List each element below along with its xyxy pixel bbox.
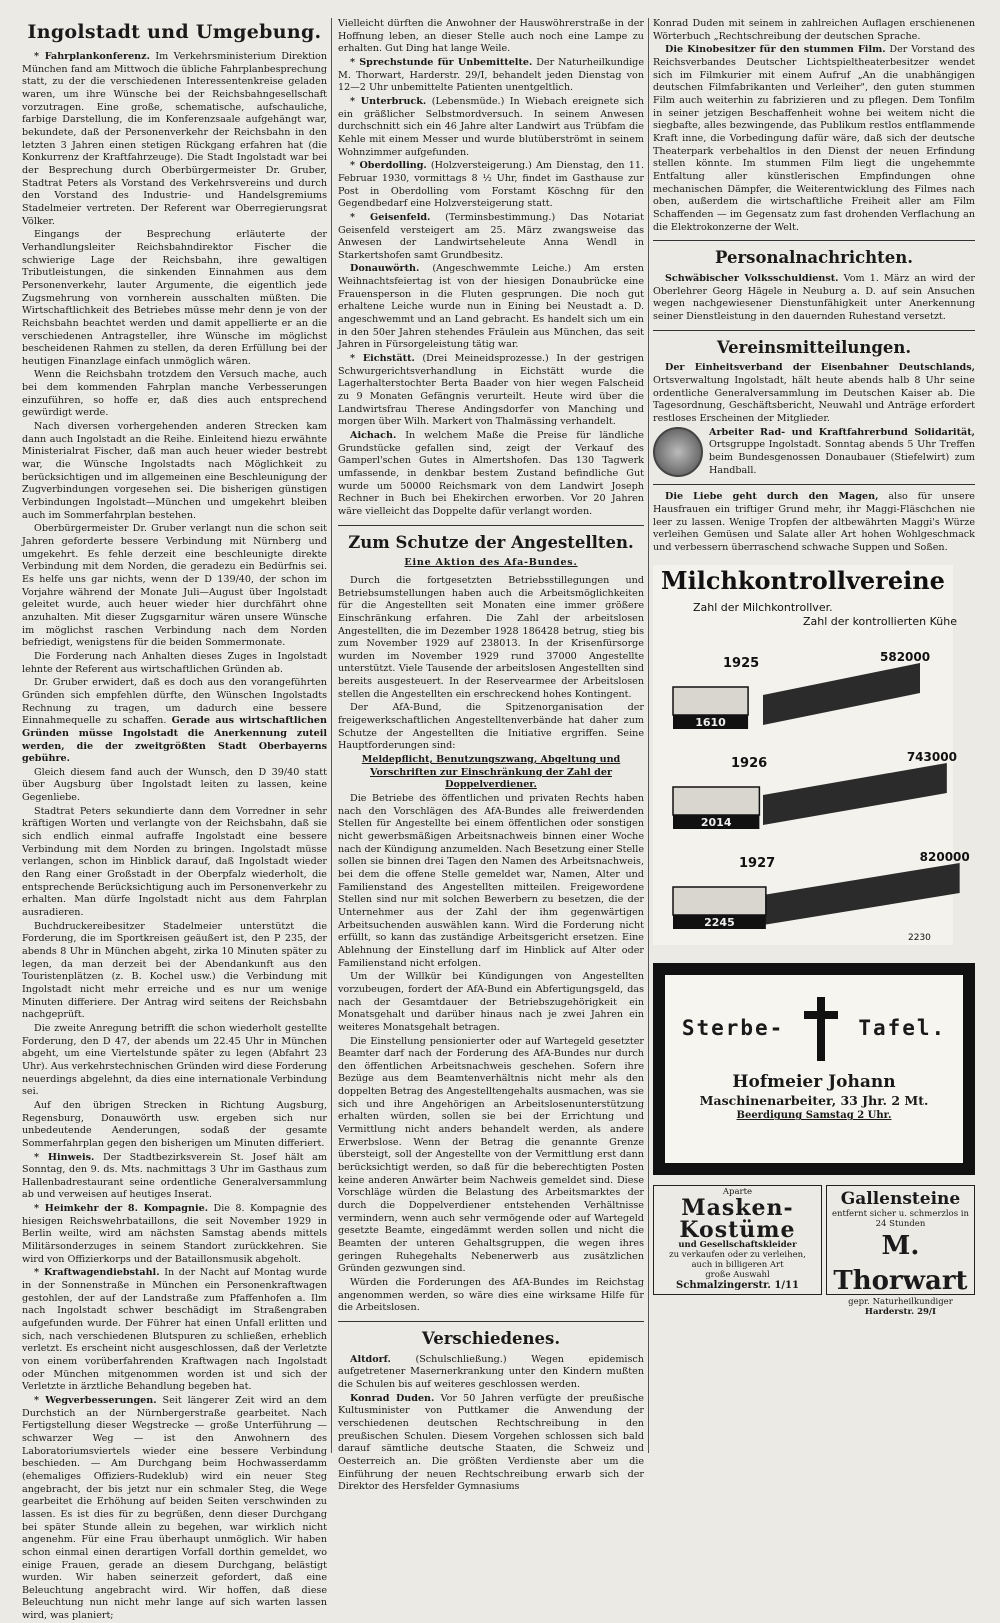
item-lead: * Wegverbesserungen. [34,1394,157,1406]
article-text: In welchem Maße die Preise für ländliche Grundstücke gefallen sind, zeigt der Verkauf des Gamperl'schen Gutes in Almertshofen. Das 130 Tagwerk umfassende, in denkbar bestem Zustand befindliche Gut wurde um 50000 Reichsmark von dem Landwirt Joseph Rechner in Buch bei Ehekirchen erworben. Vor 20 Jahren wäre vielleicht das Doppelte dafür verlangt worden. [338,430,644,517]
item-lead: Aichach. [350,430,397,441]
ad-text: große Auswahl [705,1269,770,1280]
article-text: Würden die Forderungen des AfA-Bundes im Reichstag angenommen werden, so wäre dies eine wirksame Hilfe für die Arbeitslosen. [338,1276,644,1314]
article-text: Konrad Duden mit seinem in zahlreichen Auflagen erschienenen Wörterbuch „Rechtschreibung der deutschen Sprache. [653,18,975,42]
divider [653,240,975,241]
item-lead: * Oberdolling. [350,160,427,172]
column-3 [653,18,975,1458]
chart-canvas [653,565,970,945]
death-notice [653,963,975,1175]
ad-text: gepr. Naturheilkundiger [848,1297,953,1308]
item-lead: * Sprechstunde für Unbemittelte. [350,56,533,68]
article-text: also für unsere Hausfrauen ein triftiger Grund mehr, ihr Maggi-Fläschchen nie leer zu lassen. Wenige Tropfen der altbewährten Maggi's Würze verleihen Gemüsen und Salate aller Art hohen Wohlgeschmack und verbessern überraschend schwache Suppen und Soßen. [653,491,975,553]
article-text: Der Vorstand des Reichsverbandes Deutscher Lichtspieltheaterbesitzer wendet sich im Filmkurier mit einem Aufruf „An die unabhängigen deutschen Filmfabrikanten und Verleiher", den guten stummen Film auch weiterhin zu fabrizieren und zu pflegen. Dem Tonfilm in seiner jetzigen Beschaffenheit wohne bei weitem nicht die siegbafte, alles bezwingende, das Publikum restlos entflammende Kraft inne, die Vorbedingung dafür wäre, daß sich der deutsche Theaterpark verbehaltlos in den Dienst der neuen Erfindung stellen könnte. Im stummen Film liegt die ungehemmte Entfaltung aller künstlerischen Empfindungen ohne mechanischen Dämpfer, die Weiterentwicklung des Filmes nach oben, außerdem die wirtschaftliche Freiheit aller am Film Schaffenden — im Gegensatz zum fast drohenden Verflachung an die Elektrokonzerne der Welt. [653,44,975,233]
article-text: Durch die fortgesetzten Betriebsstillegungen und Betriebsumstellungen haben auch die Arbeitsmöglichkeiten für die Angestellten seit Monaten eine immer größere Einschränkung erfahren. Die Zahl der arbeitslosen Angestellten, die im Dezember 1928 186428 betrug, stieg bis zum November 1929 auf 238013. In der Krisenfürsorge wurden im November 1929 rund 37000 Angestellte unterstützt. Viele Tausende der arbeitslosen Angestellten sind bereits ausgesteuert. In der Reservearmee der Arbeitslosen stellen die Angestellten ein erschreckend hohes Kontingent. [338,574,644,700]
club-notice [653,427,975,479]
article-text: Stadtrat Peters sekundierte dann dem Vorredner in sehr kräftigen Worten und verlangte von der Reichsbahn, daß sie sich endlich einmal aufraffe Ingolstadt eine bessere Verbindung mit dem Norden zu bringen. Ingolstadt müsse verlangen, schon im Hinblick darauf, daß Ingolstadt wieder den Rang einer Großstadt in der Oberpfalz wiederholt, die entsprechende Berücksichtigung auch im Personenverkehr zu erhalten. Man dürfe Ingolstadt nicht aus dem Fahrplan ausradieren. [22,805,327,919]
item-lead: * Hinweis. [34,1151,95,1163]
column-divider [648,18,649,1453]
section-heading: Zum Schutze der Angestellten. [348,532,634,552]
ad-headline: Gallensteine [840,1188,961,1209]
section-subheading: Eine Aktion des Afa-Bundes. [404,557,578,569]
item-lead: Konrad Duden. [350,1392,435,1404]
milk-control-chart [653,565,970,945]
article-text: Die Forderung nach Anhalten dieses Zuges in Ingolstadt lehnte der Referent aus wirtschaftlichen Gründen ab. [22,650,327,675]
ad-address: Schmalzingerstr. 1/11 [676,1280,799,1292]
ad-masken [653,1185,822,1295]
deceased-info: Maschinenarbeiter, 33 Jhr. 2 Mt. [699,1092,929,1108]
ad-name: M. Thorwart [833,1231,968,1296]
controller-group-bar [673,787,759,815]
article-text: Wenn die Reichsbahn trotzdem den Versuch mache, auch bei dem kommenden Fahrplan manche Verbesserungen einzuführen, so hoffe er, daß dies auch entsprechend gewürdigt werde. [22,369,327,419]
burial-info: Beerdigung Samstag 2 Uhr. [736,1110,892,1122]
ad-text: und Gesellschaftskleider [678,1240,797,1251]
article-text: Vom 1. März an wird der Oberlehrer Georg Hägele in Neuburg a. D. auf sein Ansuchen wegen nachgewiesener Dienstunfähigkeit unter Anerkennung seiner Dienstleistung in den dauernden Ruhestand versetzt. [653,272,975,322]
ad-row [653,1185,975,1317]
controller-group-bar [673,687,748,715]
ad-text: auch in billigeren Art [691,1259,784,1270]
chart-title: Milchkontrollvereine [661,565,945,595]
article-text: Ortsverwaltung Ingolstadt, hält heute abends halb 8 Uhr seine ordentliche Generalversammlung im Deutschen Kaiser ab. Die Tagesordnung, Geschäftsbericht, Neuwahl und Anträge erfordert restloses Erscheinen der Mitglieder. [653,374,975,424]
article-text: Die Betriebe des öffentlichen und privaten Rechts haben nach den Vorschlägen des AfA-Bundes alle freiwerdenden Stellen für Angestellte bei einem öffentlichen oder sonstigen nicht gewerbsmäßigen Arbeitsnachweis binnen einer Woche nach der Kündigung anzumelden. Nach Besetzung einer Stelle sollen sie binnen drei Tagen den Namen des Arbeitsnachweis, bei dem die offene Stelle gemeldet war, Namen, Alter und Familienstand des Angestellten mitteilen. Freigewordene Stellen sind nur mit solchen Bewerbern zu besetzen, die der Unternehmer aus der Zahl der ihm gegenwärtigen Arbeitsuchenden auswählen kann. Wird die Forderung nicht erfüllt, so kann das zuständige Arbeitsgericht ersetzen. Eine Ablehnung der Einstellung darf im Hinblick auf Alter oder Familienstand nicht erfolgen. [338,793,644,969]
death-notice-title-right: Tafel. [858,1015,947,1040]
item-lead: * Fahrplankonferenz. [34,51,150,63]
article-text: Nach diversen vorhergehenden anderen Strecken kam dann auch Ingolstadt an die Reihe. Einleitend hiezu erwähnte Ministerialrat Fischer, daß man auch heuer wieder bestrebt war, die Wünsche Ingolstadts nach Möglichkeit zu berücksichtigen und im allgemeinen eine Beschleunigung der Zugverbindungen vorgesehen sei. Die bisherigen günstigen Verbindungen Ingolstadt—München und umgekehrt bleiben auch im Sommerfahrplan bestehen. [22,421,327,521]
article-text: Die Einstellung pensionierter oder auf Wartegeld gesetzter Beamter darf nach der Forderung des AfA-Bundes nur durch den öffentlichen Arbeitsnachweis geschehen. Sofern ihre Bezüge aus dem Beamtenverhältnis nicht mehr als den doppelten Betrag des Angestelltengehalts ausmachen, was sie sich und ihre Angehörigen an Arbeitslosenunterstützung erhalten würden, sollen sie bei der Errichtung und Vermittlung nicht anders behandelt werden, als andere Erwerbslose. Wenn der Betrag die genannte Grenze übersteigt, soll der Angestellte von der Vermittlung erst dann berücksichtigt werden, so daß für die beberechtigten Posten keine anderen Anwärter beim Nachweis gemeldet sind. Diese Vorschläge würden die Belastung des Arbeitsmarktes der durch die Doppelverdiener entstehenden Verhältnisse vermindern, wenn auch sehr vermögende oder auf Wartegeld gesetzte Beamte, eingedämmt werden sollen und nicht die Beamten der unteren Gehaltsgruppen, die wegen ihres geringen Ruhegehalts Nebenerwerb aus zusätzlichen Gründen gezwungen sind. [338,1035,644,1275]
item-lead: * Heimkehr der 8. Kompagnie. [34,1203,209,1215]
article-text: Gleich diesem fand auch der Wunsch, den D 39/40 statt über Augsburg über Ingolstadt leiten zu lassen, keine Gegenliebe. [22,766,327,804]
ad-text: Aparte [722,1186,753,1197]
controller-group-bar [673,887,766,915]
article-text: (Terminsbestimmung.) Das Notariat Geisenfeld versteigert am 25. März zwangsweise das Anwesen der Landwirtseheleute Anna Wendl in Starkertshofen samt Grundbesitz. [338,211,644,261]
section-heading: Verschiedenes. [421,1328,561,1348]
item-lead: Der Einheitsverband der Eisenbahner Deutschlands, [665,362,975,374]
article-text: Die 8. Kompagnie des hiesigen Reichswehrbataillons, die seit November 1929 in Berlin weilte, wird am nächsten Samstag abends mittels Militärsonderzuges in seinem Standort zurückkehren. Sie wird von Offizierkorps und der Bataillonsmusik abgeholt. [22,1203,327,1265]
section-heading: Personalnachrichten. [715,248,913,268]
article-text: (Drei Meineidsprozesse.) In der gestrigen Schwurgerichtsverhandlung in Eichstätt wurde die Lagerhalterstochter Berta Baader von hier wegen Falscheid zu 9 Monaten Gefängnis verurteilt. Heute wird über die Landwirtsfrau Therese Andingsdorfer von Manching und morgen über Wilh. Markert von Thalmässing verhandelt. [338,353,644,428]
ad-address: Harderstr. 29/I [864,1306,937,1317]
ad-text: zu verkaufen oder zu verleihen, [669,1250,806,1261]
item-lead: Die Liebe geht durch den Magen, [665,491,879,503]
death-notice-title-left: Sterbe- [681,1015,785,1040]
item-lead: Arbeiter Rad- und Kraftfahrerbund Solidarität, [709,426,975,438]
section-heading: Ingolstadt und Umgebung. [27,21,322,43]
article-text: Der Naturheilkundige M. Thorwart, Harderstr. 29/I, behandelt jeden Dienstag von 12—2 Uhr unbemittelte Patienten unentgeltlich. [338,56,644,94]
cow-herd-bar [763,663,920,725]
article-text: Im Verkehrsministerium Direktion München fand am Mittwoch die übliche Fahrplanbesprechung statt, zu der die verschiedenen Interessentenkreise geladen waren, um ihre Wünsche bei der Reichsbahngesellschaft vorzutragen. Eine große, schematische, aufschauliche, farbige Darstellung, die im Konferenzsaale aufgehängt war, bekundete, daß der Personenverkehr der Reichsbahn in den letzten 3 Jahren einen stetigen Rückgang erfahren hat (die Konkurrenz der Kraftfahrzeuge). Die Stadt Ingolstadt war bei der Besprechung durch Oberbürgermeister Dr. Gruber, Stadtrat Peters als Vorstand des Verkehrsvereins und durch den Vorstand des Industrie- und Handelsgremiums Stadelmeier vertreten. Der Referent war Oberregierungsrat Völker. [22,51,327,227]
article-text: Auf den übrigen Strecken in Richtung Augsburg, Regensburg, Donauwörth usw. ergeben sich nur unbedeutende Aenderungen, sodaß der gesamte Sommerfahrplan gegen den bisherigen um Minuten differiert. [22,1099,327,1149]
article-text: Vor 50 Jahren verfügte der preußische Kultusminister von Puttkamer die Anwendung der verschiedenen deutschen Rechtschreibung in den preußischen Schulen. Diesem Vorgehen schlossen sich bald darauf sämtliche deutsche Staaten, die Schweiz und Oesterreich an. Die größten Verdienste aber um die Einführung der neuen Rechtschreibung erwarb sich der Direktor des Hersfelder Gymnasiums [338,1392,644,1493]
cow-herd-bar [763,763,947,825]
article-text: (Holzversteigerung.) Am Dienstag, den 11. Februar 1930, vormittags 8 ½ Uhr, findet im Gasthause zur Post in Oberdolling vom Forstamt Köschng für den Gegendbedarf eine Holzversteigerung statt. [338,160,644,210]
controller-count-label: 1610 [695,715,726,729]
ad-text: entfernt sicher u. schmerzlos in [831,1208,969,1219]
divider [653,484,975,485]
ad-headline: Masken- [681,1195,794,1222]
article-text: Dr. Gruber erwidert, daß es doch aus den vorangeführten Gründen sich empfehlen dürfte, den Wünschen Ingolstadts Rechnung zu tragen, um dadurch eine bessere Einnahmequelle zu schaffen. [22,677,327,727]
year-label: 1925 [723,655,760,671]
divider [338,525,644,526]
section-heading: Vereinsmitteilungen. [716,337,912,357]
article-text: (Angeschwemmte Leiche.) Am ersten Weihnachtsfeiertag ist von der hiesigen Donaubrücke eine Frauensperson in die Fluten gesprungen. Die noch gut erhaltene Leiche wurde nun in Eining bei Neustadt a. D. angeschwemmt und an Land gebracht. Es handelt sich um ein in den 50er Jahren stehendes Fräulein aus München, das seit Jahren in Fürsorgeleistung tätig war. [338,263,644,351]
item-lead: Altdorf. [350,1353,391,1365]
deceased-name: Hofmeier Johann [732,1071,896,1092]
year-label: 1927 [739,855,776,871]
article-text: In der Nacht auf Montag wurde in der Sonnenstraße in München ein Personenkraftwagen gestohlen, der auf der Landstraße zum Pfaffenhofen a. Ilm nach Ingolstadt schwer beschädigt im Straßengraben aufgefunden wurde. Der Führer hat einen Unfall erlitten und sich, nach verschiedenen Blutspuren zu schließen, erheblich verletzt. Es erscheint nicht ausgeschlossen, daß der Verletzte von einem vorüberfahrenden Kraftwagen nach Ingolstadt oder München mitgenommen worden ist und sich der Verletzte in ärztliche Behandlung begeben hat. [22,1267,327,1393]
cow-herd-bar [763,863,960,925]
article-text: Ortsgruppe Ingolstadt. Sonntag abends 5 Uhr Treffen beim Bundesgenossen Donaubauer (Stiefelwirt) zum Handball. [709,439,975,476]
ad-text: 24 Stunden [875,1218,926,1229]
article-text: Buchdruckereibesitzer Stadelmeier unterstützt die Forderung, die im Sportkreisen geäußert ist, den P 235, der abends 8 Uhr in München abgeht, zirka 10 Minuten später zu legen, da man derzeit bei der Abendankunft aus den Touristenplätzen (z. B. Kochel usw.) die Verbindung mit Ingolstadt nicht mehr erreiche und es nur um wenige Minuten differiere. Der Antrag wird seitens der Reichsbahn nachgeprüft. [22,920,327,1021]
column-divider [331,18,332,1453]
item-lead: * Geisenfeld. [350,211,431,223]
legend-label: Zahl der kontrollierten Kühe [803,614,957,628]
divider [338,1321,644,1322]
item-lead: Die Kinobesitzer für den stummen Film. [665,44,886,56]
article-text: (Schulschließung.) Wegen epidemisch aufgetretener Masernerkrankung unter den Kindern mußten die Schulen bis auf weiteres geschlossen werden. [338,1353,644,1391]
column-1 [22,18,327,1622]
item-lead: * Eichstätt. [350,353,415,365]
item-lead: Schwäbischer Volksschuldienst. [665,272,839,284]
controller-count-label: 2014 [700,815,732,829]
article-text: Die zweite Anregung betrifft die schon wiederholt gestellte Forderung, den D 47, der abends um 22.45 Uhr in München abgeht, um eine Viertelstunde später zu legen (Abfahrt 23 Uhr). Aus verkehrstechnischen Gründen wird diese Forderung neuerdings abgelehnt, da dies eine internationale Verbindung sei. [22,1022,327,1098]
item-lead: Donauwörth. [350,263,420,275]
divider [653,330,975,331]
article-text: Um der Willkür bei Kündigungen von Angestellten vorzubeugen, fordert der AfA-Bund ein Abfertigungsgeld, das nach der Gesamtdauer der Betriebszugehörigkeit ein Monatsgehalt und darüber hinaus nach je zwei Jahren ein weiteres Monatsgehalt betragen. [338,971,644,1033]
cross-icon [802,997,840,1061]
article-text: (Lebensmüde.) In Wiebach ereignete sich ein gräßlicher Selbstmordversuch. In seinem Anwesen durchschnitt sich ein 46 Jahre alter Landwirt aus Trübfam die Kehle mit einem Messer und wurde blutüberströmt in seinem Wohnzimmer aufgefunden. [338,95,645,158]
article-text: Der Stadtbezirksverein St. Josef hält am Sonntag, den 9. ds. Mts. nachmittags 3 Uhr im Gasthaus zum Hallenbadrestaurant seine ordentliche Generalversammlung ab und verweisen auf heutiges Inserat. [22,1151,327,1201]
ad-headline: Kostüme [679,1217,796,1244]
ad-gallensteine [826,1185,975,1317]
item-lead: * Kraftwagendiebstahl. [34,1267,160,1279]
club-emblem-icon [653,427,703,477]
controller-count-label: 2245 [704,915,735,929]
legend-label: Zahl der Milchkontrollver. [693,600,833,614]
chart-credit: 2230 [908,932,931,943]
article-bold-text: Gerade aus wirtschaftlichen Gründen müsse Ingolstadt die Anerkennung zuteil werden, die der zweitgrößten Stadt Oberbayerns gebühre. [22,715,327,765]
year-label: 1926 [731,755,768,771]
article-text: Seit längerer Zeit wird an dem Durchstich an der Nürnbergerstraße gearbeitet. Nach Fertigstellung dieser Wegstrecke — große Unterführung — schwarzer Weg — ist den Anwohnern des Laboratoriumsviertels wieder eine bessere Verbindung beschieden. — Am Durchgang beim Hochwasserdamm (ehemaliges Offiziers-Rudeklub) wird ein neuer Steg angebracht, der bis jetzt nur ein schmaler Steg, die Wege gearbeitet die Erhöhung auf beiden Seiten verschwinden zu lassen. Es ist dies für zu begrüßen, denn dieser Durchgang bei später Stunde allein zu begehen, war wirklich nicht angenehm. Für eine Frau überhaupt unmöglich. Wir haben schon einmal einen derartigen Vorfall dorthin gemeldet, wo einige Frauen, gerade an diesem Durchgang, belästigt wurden. Wir haben seinerzeit gefordert, daß eine Beleuchtung angebracht wird. Wir hoffen, daß diese Beleuchtung nun nicht mehr lange auf sich warten lassen wird, was planiert; [22,1394,327,1622]
article-text: Oberbürgermeister Dr. Gruber verlangt nun die schon seit Jahren geforderte bessere Verbindung mit Nürnberg und umgekehrt. Es fehle derzeit eine beschleunigte direkte Verbindung mit dem Norden, die geradezu ein Bedürfnis sei. Es helfe uns gar nichts, wenn der D 139/40, der schon im Vorjahre während der Monate Juli—August über Ingolstadt geleitet wurde, auch heuer wieder hier durchfährt ohne anzuhalten. Mit dieser Zugsgarnitur wären unsere Wünsche im möglichst raschen Verbindung nach dem Norden befriedigt, wenigstens für die beiden Sommermonate. [22,523,327,649]
cow-count-label: 582000 [880,649,931,664]
article-bold-text: Meldepflicht, Benutzungszwang, Abgeltung und Vorschriften zur Einschränkung der Zahl der Doppelverdiener. [361,754,621,791]
article-text: Eingangs der Besprechung erläuterte der Verhandlungsleiter Reichsbahndirektor Fischer die schwierige Lage der Reichsbahn, ihre gewaltigen Tributleistungen, die sinkenden Einnahmen aus dem Personenverkehr, lauter Argumente, die eigentlich jede Zugsmehrung von vornherein ausschalten müßten. Die Wirtschaftlichkeit des Betriebes müsse mehr denn je von der Reichsbahn beachtet werden und damit appellierte er an die verschiedenen Antragsteller, ihre Wünsche im möglichst bescheidenen Rahmen zu stellen, da deren Erfüllung bei der heutigen Finanzlage einfach unmöglich wären. [22,229,327,367]
article-text: Der AfA-Bund, die Spitzenorganisation der freigewerkschaftlichen Angestelltenverbände hat daher zum Schutze der Angestellten die Initiative ergriffen. Seine Hauptforderungen sind: [338,702,644,752]
item-lead: * Unterbruck. [350,95,427,107]
column-2 [338,18,645,1493]
cow-count-label: 820000 [919,849,970,864]
article-text: Vielleicht dürften die Anwohner der Hauswöhrerstraße in der Hoffnung leben, an dieser Stelle auch noch eine Lampe zu erhalten. Gut Ding hat lange Weile. [338,18,644,55]
cow-count-label: 743000 [906,749,957,764]
death-notice-title [675,997,953,1061]
